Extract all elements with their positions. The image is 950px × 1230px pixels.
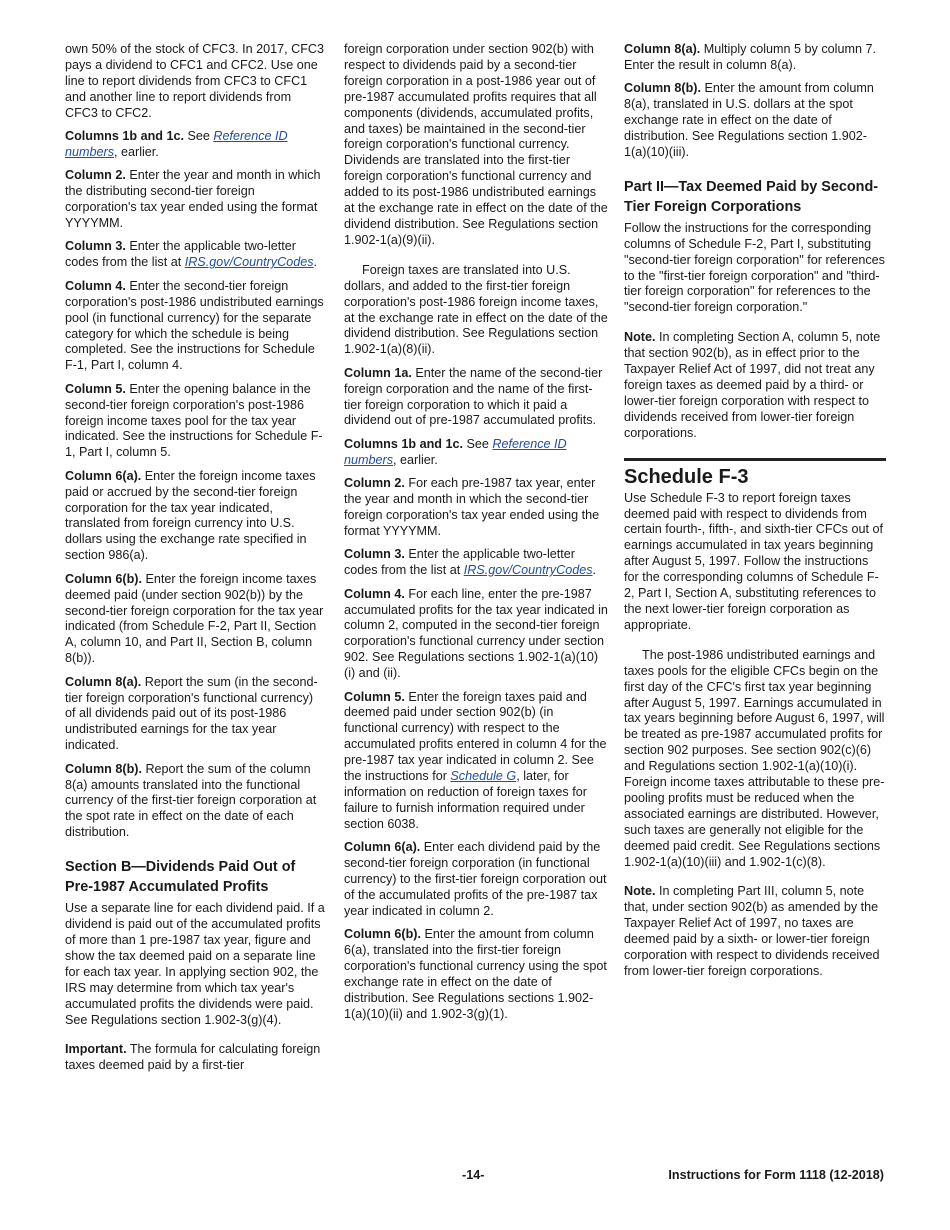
paragraph: The post-1986 undistributed earnings and taxes pools for the eligible CFCs begin on the first day of the CFC's first tax year beginning after August 5, 1997. Earnings accumulated in tax years beginning before August 6, 1997, will be treated as pre-1987 accumulated profits for section 902 purposes. See section 902(c)(6) and Regulations section 1.902-1(a)(10)(i). Foreign income taxes attributable to these pre-pooling profits must be reduced when the associated earnings are distributed. However, such taxes are generally not eligible for the deemed paid credit. See Regulations sections 1.902-1(a)(10)(iii) and 1.902-1(c)(8). bbox=[624, 647, 885, 869]
entry-label: Column 6(a). bbox=[65, 468, 142, 483]
entry-text: , earlier. bbox=[393, 452, 438, 467]
entry-label: Column 2. bbox=[65, 168, 126, 183]
entry-label: Column 6(b). bbox=[65, 571, 142, 586]
paragraph-note bbox=[624, 884, 886, 979]
paragraph-column-3 bbox=[65, 239, 327, 271]
entry-label: Column 8(b). bbox=[624, 81, 701, 96]
entry-text: . bbox=[592, 563, 597, 578]
schedule-g-link[interactable]: Schedule G bbox=[450, 769, 517, 784]
entry-text: Enter the foreign income taxes paid or accrued by the second-tier foreign corporation for the tax year indicated, translated from foreign currency into U.S. dollars using the exchange rate specified in section 986(a). bbox=[65, 468, 316, 563]
entry-label: Column 6(a). bbox=[344, 840, 421, 855]
entry-text: Multiply column 5 by column 7. Enter the result in column 8(a). bbox=[624, 42, 876, 72]
entry-label: Column 2. bbox=[344, 476, 405, 491]
entry-text: For each line, enter the pre-1987 accumulated profits for the tax year indicated in column 2, computed in the second-tier foreign corporation's functional currency under section 902. See Regulations sections 1.902-1(a)(10)(i) and (ii). bbox=[344, 586, 608, 681]
entry-label: Columns 1b and 1c. bbox=[344, 436, 463, 451]
paragraph-column-6a bbox=[344, 840, 608, 920]
paragraph: Foreign taxes are translated into U.S. dollars, and added to the first-tier foreign corporation's post-1986 foreign income taxes, at the exchange rate in effect on the date of the dividend distribution. See Regulations section 1.902-1(a)(8)(ii). bbox=[344, 262, 608, 357]
entry-text: In completing Section A, column 5, note that section 902(b), as in effect prior to the Taxpayer Relief Act of 1997, did not treat any foreign taxes as deemed paid by a third- or lower-tier foreign corporation with respect to dividends received from lower-tier foreign corporations. bbox=[624, 330, 881, 440]
paragraph-column-4 bbox=[344, 587, 608, 682]
entry-label: Column 8(b). bbox=[65, 761, 142, 776]
entry-text: Enter the amount from column 8(a), translated in U.S. dollars at the spot exchange rate in effect on the date of distribution. See Regulations section 1.902-1(a)(10)(iii). bbox=[624, 81, 874, 159]
country-codes-link[interactable]: IRS.gov/CountryCodes bbox=[184, 255, 314, 270]
entry-text: Enter the second-tier foreign corporation's post-1986 undistributed earnings pool (in functional currency) for the separate category for which the schedule is being completed. See the instructions for Schedule F-1, Part I, column 4. bbox=[65, 278, 324, 373]
form-title-footer: Instructions for Form 1118 (12-2018) bbox=[668, 1168, 884, 1182]
entry-text: Enter the name of the second-tier foreign corporation and the name of the first-tier foreign corporation to which it paid a dividend out of pre-1987 accumulated profits. bbox=[344, 365, 603, 428]
entry-text: See bbox=[187, 129, 210, 144]
paragraph-column-5 bbox=[65, 382, 327, 462]
entry-label: Column 3. bbox=[344, 547, 405, 562]
paragraph-columns-1b-1c bbox=[65, 129, 327, 161]
entry-text: In completing Part III, column 5, note that, under section 902(b) as amended by the Taxpayer Relief Act of 1997, no taxes are deemed paid by a sixth- or lower-tier foreign corporation with respect to dividends received from lower-tier foreign corporations. bbox=[624, 884, 880, 978]
entry-text: Enter the amount from column 6(a), translated into the first-tier foreign corporation's functional currency using the spot exchange rate in effect on the date of distribution. See Regulations sections 1.902-1(a)(10)(ii) and 1.902-3(g)(1). bbox=[344, 927, 607, 1021]
reference-id-numbers-link[interactable]: Reference ID numbers bbox=[65, 129, 288, 159]
entry-text: Enter the foreign taxes paid and deemed paid under section 902(b) (in functional currency) with respect to the accumulated profits entered in column 4 for the pre-1987 tax year indicated in column 2. See the instructions for bbox=[344, 689, 607, 784]
entry-label: Column 6(b). bbox=[344, 927, 421, 942]
column-middle bbox=[344, 42, 608, 1030]
paragraph-column-1a bbox=[344, 366, 608, 430]
reference-id-numbers-link[interactable]: Reference ID numbers bbox=[344, 436, 567, 467]
paragraph-column-8a bbox=[65, 675, 327, 755]
entry-text: Enter the year and month in which the distributing second-tier foreign corporation's tax year ended using the format YYYYMM. bbox=[65, 168, 321, 231]
schedule-f3-section bbox=[624, 458, 886, 980]
paragraph-column-8b bbox=[65, 762, 327, 842]
paragraph-column-2 bbox=[65, 168, 327, 232]
paragraph-column-4 bbox=[65, 279, 327, 374]
paragraph-note bbox=[624, 330, 886, 441]
entry-text: Report the sum (in the second-tier foreign corporation's functional currency) of all dividends paid out of its post-1986 undistributed earnings for the tax year indicated. bbox=[65, 674, 318, 753]
paragraph-column-8a bbox=[624, 42, 886, 74]
entry-text: Enter the opening balance in the second-tier foreign corporation's post-1986 foreign income taxes pool for the tax year indicated. See the instructions for Schedule F-1, Part I, column 5. bbox=[65, 381, 323, 460]
entry-text: The formula for calculating foreign taxes deemed paid by a first-tier bbox=[65, 1042, 321, 1073]
paragraph: own 50% of the stock of CFC3. In 2017, CFC3 pays a dividend to CFC1 and CFC2. Use one line to report dividends from CFC3 to CFC1 and another line to report dividends from CFC3 to CFC2. bbox=[65, 42, 324, 120]
entry-label: Columns 1b and 1c. bbox=[65, 129, 184, 144]
paragraph: foreign corporation under section 902(b) with respect to dividends paid by a second-tier foreign corporation in a post-1986 year out of pre-1987 accumulated profits requires that all components (dividends, accumulated profits, and taxes) be maintained in the second-tier foreign corporation's functional currency. Dividends are translated into the first-tier foreign corporation's functional currency and added to its post-1986 undistributed earnings at the exchange rate in effect on the date of the dividend distribution. See Regulations section 1.902-1(a)(9)(ii). bbox=[344, 42, 608, 247]
country-codes-link[interactable]: IRS.gov/CountryCodes bbox=[463, 563, 593, 578]
column-left bbox=[65, 42, 327, 1082]
entry-label: Column 5. bbox=[65, 381, 126, 396]
paragraph: Use a separate line for each dividend paid. If a dividend is paid out of the accumulated profits of more than 1 pre-1987 tax year, figure and show the tax deemed paid on a separate line for each tax year. In applying section 902, the IRS may determine from which tax year's accumulated profits the dividends were paid. See Regulations section 1.902-3(g)(4). bbox=[65, 901, 325, 1027]
entry-text: Enter the applicable two-letter codes from the list at bbox=[65, 239, 296, 270]
entry-text: See bbox=[466, 436, 489, 451]
section-b-heading: Section B—Dividends Paid Out of Pre-1987 Accumulated Profits bbox=[65, 859, 296, 896]
part-ii-heading: Part II—Tax Deemed Paid by Second-Tier Foreign Corporations bbox=[624, 178, 879, 215]
paragraph: Follow the instructions for the corresponding columns of Schedule F-2, Part I, substituting "second-tier foreign corporation" for references to the "first-tier foreign corporation" and "third-tier foreign corporation" for references to the "second-tier foreign corporation." bbox=[624, 220, 885, 315]
entry-label: Column 3. bbox=[65, 239, 126, 254]
entry-text: , later, for information on reduction of foreign taxes for failure to furnish information required under section 6038. bbox=[344, 769, 587, 831]
entry-label: Note. bbox=[624, 884, 656, 899]
entry-label: Column 8(a). bbox=[65, 674, 142, 689]
paragraph-column-2 bbox=[344, 476, 608, 540]
entry-label: Column 4. bbox=[65, 278, 126, 293]
entry-text: For each pre-1987 tax year, enter the year and month in which the second-tier foreign corporation's tax year ended using the format YYYYMM. bbox=[344, 476, 600, 538]
entry-text: Report the sum of the column 8(a) amounts translated into the functional currency of the first-tier foreign corporation at the spot rate in effect on the date of each distribution. bbox=[65, 761, 317, 840]
entry-text: Enter the foreign income taxes deemed paid (under section 902(b)) by the second-tier foreign corporation for the tax year indicated (from Schedule F-2, Part II, Section A, column 10, and Part II, Section B, column 8(b)). bbox=[65, 571, 324, 666]
entry-label: Column 4. bbox=[344, 586, 405, 601]
paragraph-important bbox=[65, 1042, 327, 1074]
entry-text: . bbox=[313, 255, 318, 270]
paragraph-column-5 bbox=[344, 690, 608, 833]
column-right bbox=[624, 42, 886, 987]
paragraph-column-6b bbox=[344, 927, 608, 1022]
entry-label: Column 8(a). bbox=[624, 42, 701, 56]
paragraph-columns-1b-1c bbox=[344, 437, 608, 469]
paragraph-column-6a bbox=[65, 469, 327, 564]
entry-text: Enter each dividend paid by the second-tier foreign corporation (in functional currency) to the first-tier foreign corporation out of the accumulated profits of the pre-1987 tax year indicated in column 2. bbox=[344, 840, 607, 918]
entry-label: Important. bbox=[65, 1042, 127, 1057]
entry-text: Enter the applicable two-letter codes from the list at bbox=[344, 547, 575, 578]
paragraph-column-3 bbox=[344, 547, 608, 579]
entry-label: Column 5. bbox=[344, 689, 405, 704]
entry-text: , earlier. bbox=[114, 144, 159, 159]
paragraph-column-6b bbox=[65, 572, 327, 667]
schedule-f3-heading: Schedule F-3 bbox=[624, 465, 749, 488]
paragraph-column-8b bbox=[624, 81, 886, 161]
entry-label: Note. bbox=[624, 330, 656, 345]
paragraph: Use Schedule F-3 to report foreign taxes deemed paid with respect to dividends from certain fourth-, fifth-, and sixth-tier CFCs out of earnings accumulated in tax years beginning after August 5, 1997. Follow the instructions for the corresponding columns of Schedule F-2, Part I, Section A, substituting references to the next lower-tier foreign corporation as appropriate. bbox=[624, 490, 883, 632]
page-number: -14- bbox=[462, 1168, 485, 1182]
entry-label: Column 1a. bbox=[344, 365, 412, 380]
